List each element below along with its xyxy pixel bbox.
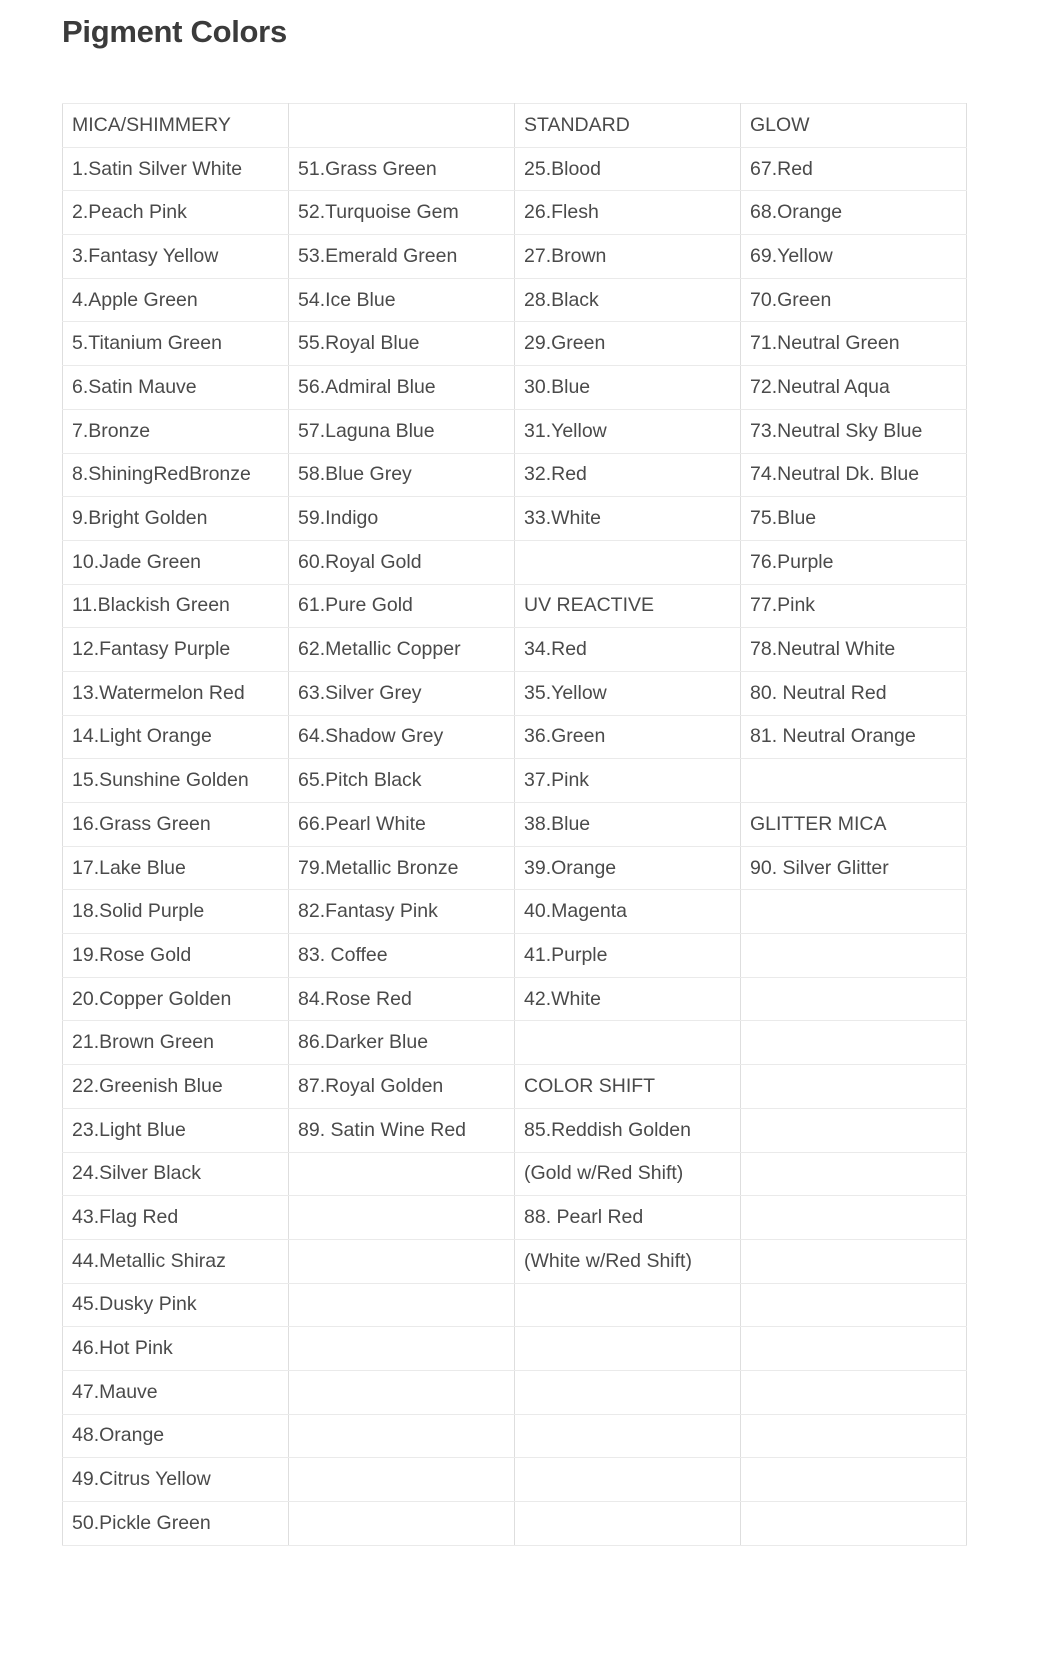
table-cell: 73.Neutral Sky Blue [741, 409, 967, 453]
table-cell: 59.Indigo [289, 497, 515, 541]
table-cell: 31.Yellow [515, 409, 741, 453]
table-cell: 51.Grass Green [289, 147, 515, 191]
table-cell: 61.Pure Gold [289, 584, 515, 628]
table-cell: 27.Brown [515, 235, 741, 279]
table-cell [515, 1502, 741, 1546]
table-cell [741, 1152, 967, 1196]
table-cell: 77.Pink [741, 584, 967, 628]
table-cell [741, 934, 967, 978]
table-cell: 36.Green [515, 715, 741, 759]
table-cell: 82.Fantasy Pink [289, 890, 515, 934]
table-row [63, 235, 967, 279]
table-cell: 18.Solid Purple [63, 890, 289, 934]
table-cell: 68.Orange [741, 191, 967, 235]
table-cell: 66.Pearl White [289, 803, 515, 847]
table-row [63, 1021, 967, 1065]
table-header-row [63, 104, 967, 148]
table-cell: 85.Reddish Golden [515, 1108, 741, 1152]
table-cell: 2.Peach Pink [63, 191, 289, 235]
table-cell: 48.Orange [63, 1414, 289, 1458]
table-cell: 56.Admiral Blue [289, 366, 515, 410]
table-cell: 1.Satin Silver White [63, 147, 289, 191]
table-row [63, 977, 967, 1021]
table-cell: 46.Hot Pink [63, 1327, 289, 1371]
table-cell: 13.Watermelon Red [63, 671, 289, 715]
table-cell [515, 1414, 741, 1458]
table-header-cell: GLOW [741, 104, 967, 148]
table-cell: 40.Magenta [515, 890, 741, 934]
table-row [63, 540, 967, 584]
table-cell: 53.Emerald Green [289, 235, 515, 279]
table-cell: 50.Pickle Green [63, 1502, 289, 1546]
table-row [63, 1065, 967, 1109]
table-cell [289, 1239, 515, 1283]
table-cell: 74.Neutral Dk. Blue [741, 453, 967, 497]
table-cell: 44.Metallic Shiraz [63, 1239, 289, 1283]
table-cell [289, 1152, 515, 1196]
pigment-table-body [63, 104, 967, 1546]
table-cell: 67.Red [741, 147, 967, 191]
table-cell: 33.White [515, 497, 741, 541]
table-row [63, 759, 967, 803]
table-cell: 84.Rose Red [289, 977, 515, 1021]
table-row [63, 1283, 967, 1327]
table-cell: 22.Greenish Blue [63, 1065, 289, 1109]
table-row [63, 497, 967, 541]
table-cell: 72.Neutral Aqua [741, 366, 967, 410]
table-cell [741, 1370, 967, 1414]
table-cell: 3.Fantasy Yellow [63, 235, 289, 279]
table-cell: 87.Royal Golden [289, 1065, 515, 1109]
table-cell: 47.Mauve [63, 1370, 289, 1414]
table-cell: 60.Royal Gold [289, 540, 515, 584]
table-cell [741, 1108, 967, 1152]
table-cell: 32.Red [515, 453, 741, 497]
table-cell [741, 1283, 967, 1327]
table-cell: 37.Pink [515, 759, 741, 803]
table-cell: 8.ShiningRedBronze [63, 453, 289, 497]
table-cell [741, 759, 967, 803]
table-cell [289, 1327, 515, 1371]
table-cell: 42.White [515, 977, 741, 1021]
table-cell [289, 1283, 515, 1327]
table-cell: 41.Purple [515, 934, 741, 978]
table-header-cell [289, 104, 515, 148]
table-cell [289, 1414, 515, 1458]
table-cell: 25.Blood [515, 147, 741, 191]
table-cell [515, 1327, 741, 1371]
table-row [63, 934, 967, 978]
table-cell: 83. Coffee [289, 934, 515, 978]
table-cell: 29.Green [515, 322, 741, 366]
table-row [63, 890, 967, 934]
table-row [63, 147, 967, 191]
table-cell: 75.Blue [741, 497, 967, 541]
table-cell [515, 1458, 741, 1502]
table-cell: 64.Shadow Grey [289, 715, 515, 759]
table-cell: 5.Titanium Green [63, 322, 289, 366]
table-cell [289, 1458, 515, 1502]
table-cell [289, 1196, 515, 1240]
table-row [63, 1152, 967, 1196]
table-row [63, 409, 967, 453]
table-cell: 43.Flag Red [63, 1196, 289, 1240]
table-cell: 34.Red [515, 628, 741, 672]
table-cell: GLITTER MICA [741, 803, 967, 847]
table-cell: 39.Orange [515, 846, 741, 890]
table-row [63, 846, 967, 890]
table-cell: 24.Silver Black [63, 1152, 289, 1196]
table-cell: 62.Metallic Copper [289, 628, 515, 672]
table-cell: 69.Yellow [741, 235, 967, 279]
table-cell: 78.Neutral White [741, 628, 967, 672]
table-row [63, 803, 967, 847]
table-row [63, 671, 967, 715]
table-cell: 20.Copper Golden [63, 977, 289, 1021]
table-cell: 89. Satin Wine Red [289, 1108, 515, 1152]
table-cell: 11.Blackish Green [63, 584, 289, 628]
table-cell: 65.Pitch Black [289, 759, 515, 803]
table-row [63, 1108, 967, 1152]
pigment-colors-table [62, 103, 967, 1546]
table-cell [515, 1370, 741, 1414]
table-cell [515, 540, 741, 584]
table-cell: 52.Turquoise Gem [289, 191, 515, 235]
table-header-cell: MICA/SHIMMERY [63, 104, 289, 148]
table-cell: 17.Lake Blue [63, 846, 289, 890]
table-cell: 35.Yellow [515, 671, 741, 715]
table-cell: 12.Fantasy Purple [63, 628, 289, 672]
table-cell [741, 1502, 967, 1546]
table-cell: (White w/Red Shift) [515, 1239, 741, 1283]
table-cell: 81. Neutral Orange [741, 715, 967, 759]
table-cell: 54.Ice Blue [289, 278, 515, 322]
table-cell: 71.Neutral Green [741, 322, 967, 366]
table-row [63, 1196, 967, 1240]
table-cell: 14.Light Orange [63, 715, 289, 759]
table-cell [741, 1196, 967, 1240]
table-cell: 26.Flesh [515, 191, 741, 235]
table-cell [515, 1021, 741, 1065]
table-cell: 30.Blue [515, 366, 741, 410]
table-row [63, 1239, 967, 1283]
table-row [63, 453, 967, 497]
table-cell: 10.Jade Green [63, 540, 289, 584]
table-cell: 19.Rose Gold [63, 934, 289, 978]
table-cell [741, 1239, 967, 1283]
table-cell [515, 1283, 741, 1327]
table-cell [741, 1414, 967, 1458]
table-cell: 86.Darker Blue [289, 1021, 515, 1065]
table-cell: 49.Citrus Yellow [63, 1458, 289, 1502]
table-cell: 90. Silver Glitter [741, 846, 967, 890]
table-cell: COLOR SHIFT [515, 1065, 741, 1109]
page-title: Pigment Colors [62, 14, 287, 49]
table-cell: UV REACTIVE [515, 584, 741, 628]
table-cell [741, 1065, 967, 1109]
table-cell: 55.Royal Blue [289, 322, 515, 366]
table-cell: 76.Purple [741, 540, 967, 584]
table-cell [741, 1458, 967, 1502]
table-cell [741, 977, 967, 1021]
table-cell: 63.Silver Grey [289, 671, 515, 715]
table-cell: 58.Blue Grey [289, 453, 515, 497]
table-row [63, 322, 967, 366]
table-row [63, 715, 967, 759]
table-cell [289, 1370, 515, 1414]
table-cell: 70.Green [741, 278, 967, 322]
table-row [63, 1370, 967, 1414]
table-cell: 88. Pearl Red [515, 1196, 741, 1240]
table-row [63, 628, 967, 672]
table-cell: 79.Metallic Bronze [289, 846, 515, 890]
table-cell: 23.Light Blue [63, 1108, 289, 1152]
table-cell: 16.Grass Green [63, 803, 289, 847]
table-row [63, 278, 967, 322]
table-cell [741, 1327, 967, 1371]
table-cell: 57.Laguna Blue [289, 409, 515, 453]
table-cell [289, 1502, 515, 1546]
table-cell: 38.Blue [515, 803, 741, 847]
table-row [63, 366, 967, 410]
table-cell: 6.Satin Mauve [63, 366, 289, 410]
table-row [63, 1458, 967, 1502]
table-cell [741, 890, 967, 934]
table-cell: 4.Apple Green [63, 278, 289, 322]
table-row [63, 1414, 967, 1458]
table-cell: (Gold w/Red Shift) [515, 1152, 741, 1196]
table-cell: 7.Bronze [63, 409, 289, 453]
table-cell: 9.Bright Golden [63, 497, 289, 541]
table-row [63, 191, 967, 235]
table-row [63, 1327, 967, 1371]
table-header-cell: STANDARD [515, 104, 741, 148]
table-cell [741, 1021, 967, 1065]
table-cell: 45.Dusky Pink [63, 1283, 289, 1327]
table-cell: 15.Sunshine Golden [63, 759, 289, 803]
table-row [63, 1502, 967, 1546]
table-cell: 21.Brown Green [63, 1021, 289, 1065]
table-row [63, 584, 967, 628]
table-cell: 28.Black [515, 278, 741, 322]
table-cell: 80. Neutral Red [741, 671, 967, 715]
